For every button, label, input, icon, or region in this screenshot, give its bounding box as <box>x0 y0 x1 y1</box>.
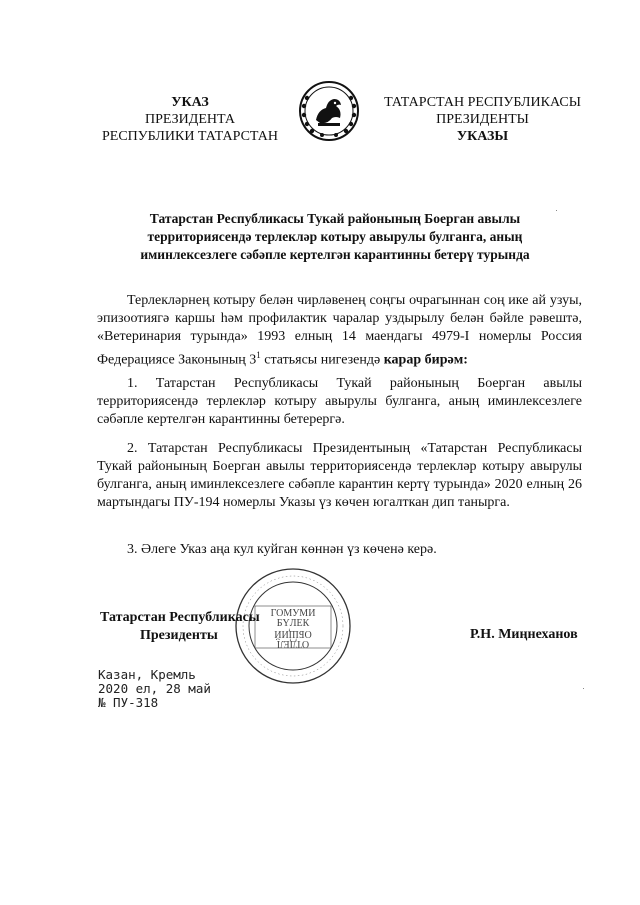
item-3: 3. Әлеге Указ аңа кул куйган көннән үз көченә керә. <box>127 542 437 557</box>
footer-number: № ПУ-318 <box>98 695 159 710</box>
document-footer <box>98 668 211 710</box>
header-left-line3: РЕСПУБЛИКИ ТАТАРСТАН <box>101 129 278 144</box>
signatory-name: Р.Н. Миңнеханов <box>470 627 578 642</box>
header-right <box>370 94 595 145</box>
stamp-line-1: ГОМУМИ <box>270 608 316 619</box>
title-line: территориясендә терлекләр котыру авырулы булганга, аның <box>147 229 523 244</box>
signature-org-line2: Президенты <box>140 628 218 643</box>
footer-place: Казан, Кремль <box>98 667 196 682</box>
document-title <box>100 210 570 264</box>
header-left-line2: ПРЕЗИДЕНТА <box>145 112 235 127</box>
signature-org-line1: Татарстан Республикасы <box>100 610 260 625</box>
item-2: 2. Татарстан Республикасы Президентының «Татарстан Республикасы Тукай районының Боерган авылы территориясендә терлекләр котыру авырулы булганга, аның иминлексезлеге сәбәпле карантин кертү турында» 2020 елның 26 мартындагы ПУ-194 номерлы Указы үз көчен югалткан дип таныргa. <box>97 441 582 510</box>
stamp-line-2: БҮЛЕК <box>276 618 310 629</box>
scan-speck <box>556 210 557 211</box>
scan-speck <box>583 688 584 689</box>
preamble-bold-ending: карар бирәм: <box>383 352 468 368</box>
signature-organization <box>100 609 260 645</box>
footer-date: 2020 ел, 28 май <box>98 681 211 696</box>
title-line: иминлексезлеге сәбәпле кертелгән карантинны бетерү турында <box>140 247 530 262</box>
header-left-line1: УКАЗ <box>171 95 209 110</box>
preamble-text-after: статьясы нигезендә <box>260 352 384 368</box>
preamble-superscript: 1 <box>256 350 261 360</box>
preamble-paragraph <box>97 292 582 370</box>
item-1: 1. Татарстан Республикасы Тукай районының Боерган авылы территориясендә терлекләр котыру авырулы булганга, аның иминлексезлеге сәбәпле кертелгән карантинны бетерергә. <box>97 376 582 427</box>
stamp-line-4: ОБЩИЙ <box>274 628 312 639</box>
stamp-line-3: ОТДЕЛ <box>276 638 310 649</box>
title-line: Татарстан Республикасы Тукай районының Боерган авылы <box>149 211 521 226</box>
header-right-line2: ПРЕЗИДЕНТЫ <box>436 112 529 127</box>
header-left <box>95 94 285 145</box>
header-right-line3: УКАЗЫ <box>456 129 509 144</box>
preamble-text: Терлекләрнең котыру белән чирләвенең соңгы очрагыннан соң ике ай узуы, эпизоотиягә каршы һәм профилактик чаралар уздырылу белән бәйле рәвештә, «Ветеринария турында» 1993 елның 14 маендагы 4979-I номерлы Россия Федерациясе Законының 3 <box>97 293 582 368</box>
header-right-line1: ТАТАРСТАН РЕСПУБЛИКАСЫ <box>384 95 581 110</box>
tatarstan-coat-of-arms-icon <box>298 80 360 142</box>
